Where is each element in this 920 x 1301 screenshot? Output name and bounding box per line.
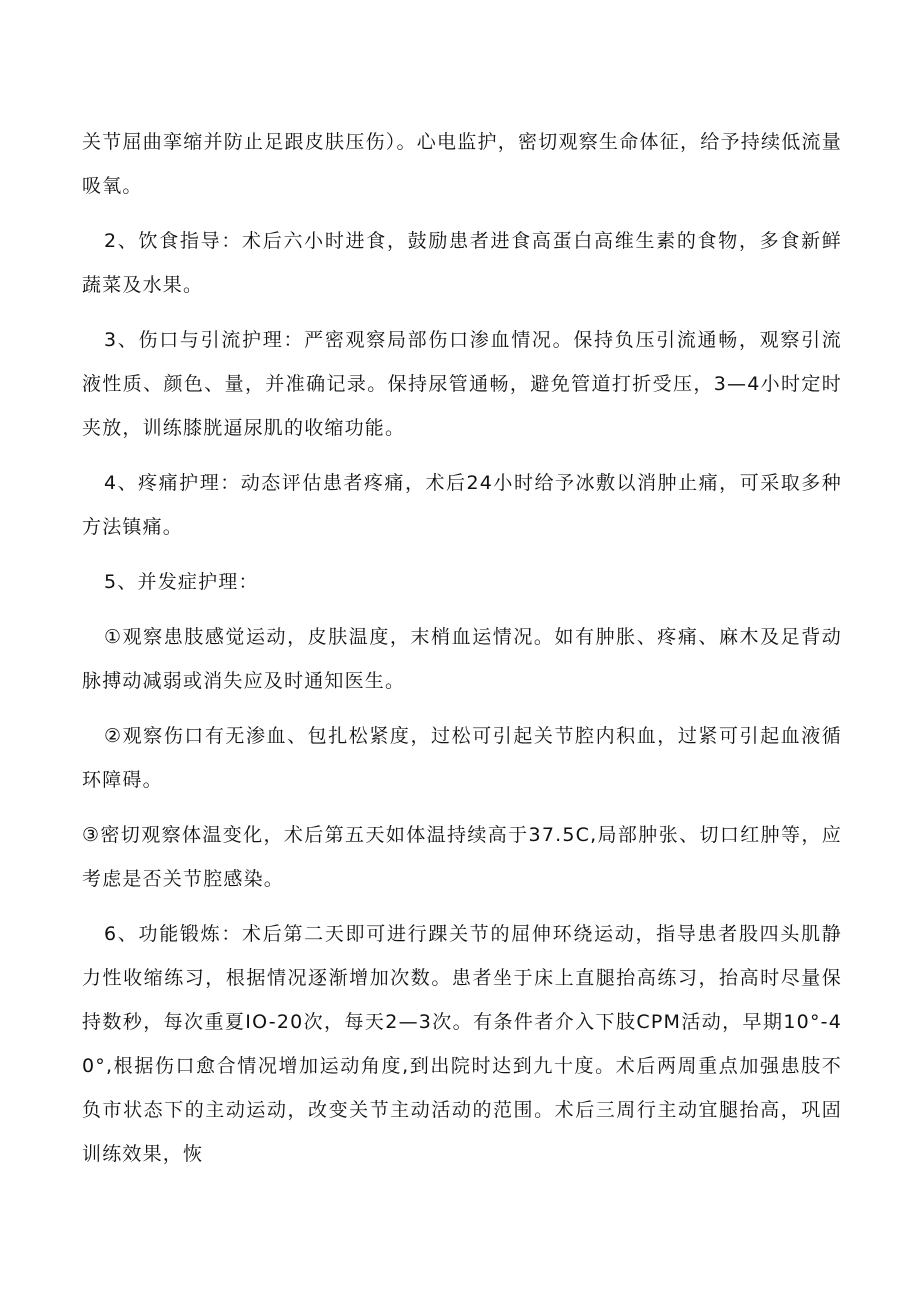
paragraph-pain-care: 4、疼痛护理：动态评估患者疼痛，术后24小时给予冰敷以消肿止痛，可采取多种方法镇痛。 bbox=[82, 472, 842, 538]
paragraph-complication-item-1: ①观察患肢感觉运动，皮肤温度，末梢血运情况。如有肿胀、疼痛、麻木及足背动脉搏动减弱或消失应及时通知医生。 bbox=[82, 626, 842, 692]
paragraph-diet-guidance: 2、饮食指导：术后六小时进食，鼓励患者进食高蛋白高维生素的食物，多食新鲜蔬菜及水果。 bbox=[82, 230, 842, 296]
paragraph-functional-exercise: 6、功能锻炼：术后第二天即可进行踝关节的屈伸环绕运动，指导患者股四头肌静力性收缩练习，根据情况逐渐增加次数。患者坐于床上直腿抬高练习，抬高时尽量保持数秒，每次重夏IO-20次，每天2—3次。有条件者介入下肢CPM活动，早期10°-40°,根据伤口愈合情况增加运动角度,到出院时达到九十度。术后两周重点加强患肢不负市状态下的主动运动，改变关节主动活动的范围。术后三周行主动宜腿抬高，巩固训练效果，恢 bbox=[82, 923, 842, 1165]
paragraph-complication-item-3: ③密切观察体温变化，术后第五天如体温持续高于37.5C,局部肿张、切口红肿等，应考虑是否关节腔感染。 bbox=[82, 824, 842, 890]
paragraph-postop-monitoring: 关节屈曲挛缩并防止足跟皮肤压伤）。心电监护，密切观察生命体征，给予持续低流量吸氧。 bbox=[82, 131, 842, 197]
paragraph-complication-item-2: ②观察伤口有无渗血、包扎松紧度，过松可引起关节腔内积血，过紧可引起血液循环障碍。 bbox=[82, 725, 842, 791]
document-body bbox=[82, 120, 842, 1187]
paragraph-complication-heading: 5、并发症护理： bbox=[104, 571, 259, 593]
paragraph-wound-drainage-care: 3、伤口与引流护理：严密观察局部伤口渗血情况。保持负压引流通畅，观察引流液性质、颜色、量，并准确记录。保持尿管通畅，避免管道打折受压，3—4小时定时夹放，训练膝胱逼尿肌的收缩功能。 bbox=[82, 329, 842, 439]
